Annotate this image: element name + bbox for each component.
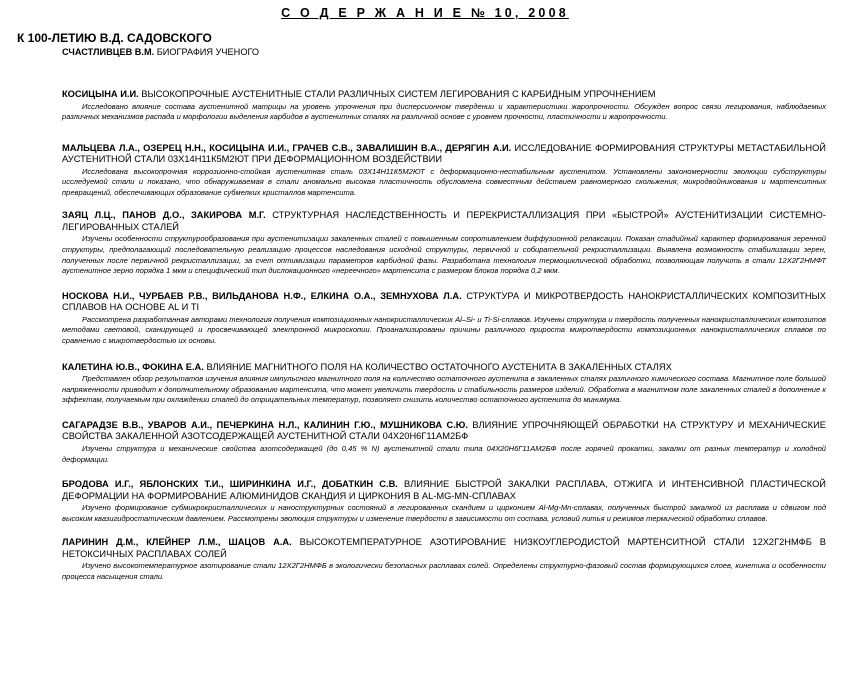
article-abstract: Изучено формирование субмикрокристаллических и наноструктурных состояний в легированных скандием и цирконием Al-Mg-Mn-сплавах, полученных быстрой закалкой из расплава и сдвигом под высоким квазигидростатическим давлением. Рассмотрены эволюция структуры и изменение твердости в зависимости от состава, условий литья и режимов термической обработки сплавов. (62, 503, 826, 523)
article-title: ВЛИЯНИЕ МАГНИТНОГО ПОЛЯ НА КОЛИЧЕСТВО ОСТАТОЧНОГО АУСТЕНИТА В ЗАКАЛЕННЫХ СТАЛЯХ (206, 361, 672, 372)
article-entry (62, 420, 826, 465)
article-abstract: Изучены структура и механические свойства азотсодержащей (до 0,45 % N) аустенитной стали типа 04Х20Н6Г11АМ2БФ после горячей прокатки, закалки от разных температур и холодной деформации. (62, 443, 826, 464)
article-title: ВЛИЯНИЕ УПРОЧНЯЮЩЕЙ ОБРАБОТКИ НА СТРУКТУРУ И МЕХАНИЧЕСКИЕ СВОЙСТВА ЗАКАЛЕННОЙ АЗОТСОДЕРЖАЩЕЙ АУСТЕНИТНОЙ СТАЛИ 04Х20Н6Г11АМ2БФ (62, 419, 826, 442)
article-entry (62, 143, 826, 199)
section-subentry (62, 47, 259, 57)
article-title: ИССЛЕДОВАНИЕ ФОРМИРОВАНИЯ СТРУКТУРЫ МЕТАСТАБИЛЬНОЙ АУСТЕНИТНОЙ СТАЛИ 03Х14Н11К5М2ЮТ ПРИ ДЕФОРМАЦИОННОМ ВОЗДЕЙСТВИИ (62, 142, 826, 165)
article-abstract: Изучено высокотемпературное азотирование стали 12Х2Г2НМФБ в экологически безопасных расплавах солей. Определены структурно-фазовый состав формирующихся слоев, кинетика и особенности процесса насыщения стали. (62, 561, 826, 581)
article-heading (62, 89, 826, 101)
article-authors: НОСКОВА Н.И., ЧУРБАЕВ Р.В., ВИЛЬДАНОВА Н.Ф., ЕЛКИНА О.А., ЗЕМНУХОВА Л.А. (62, 290, 462, 301)
article-authors: МАЛЬЦЕВА Л.А., ОЗЕРЕЦ Н.Н., КОСИЦЫНА И.И., ГРАЧЕВ С.В., ЗАВАЛИШИН В.А., ДЕРЯГИН А.И. (62, 142, 512, 153)
article-heading (62, 420, 826, 443)
article-entry (62, 210, 826, 276)
article-entry (62, 291, 826, 347)
article-list (62, 89, 826, 582)
article-abstract: Представлен обзор результатов изучения влияния импульсного магнитного поля на количество остаточного аустенита в закаленных сталях различного химического состава. Магнитное поле большой напряженности приводит к дополнительному образованию мартенсита, что может увеличить твердость и стабильность размеров изделий. Обработка в магнитном поле закаленных сталей в дополнение к эффектам, получаемым при охлаждении сталей до отрицательных температур, позволяет снизить количество остаточного аустенита до минимума. (62, 374, 826, 405)
contents-title: С О Д Е Р Ж А Н И Е № 10, 2008 (281, 6, 569, 20)
article-abstract: Изучены особенности структурообразования при аустенитизации закаленных сталей с повышенным сопротивлением диффузионной релаксации. Показан стадийный характер формирования зеренной структуры, предполагающий последовательную реализацию процессов наследования исходной структуры, первичной и собирательной рекристаллизации. Выявлена возможность стабилизации зерен, полученных после первичной рекристаллизации, за счет оптимизации параметров карбидной фазы. Разработана технология термоциклической обработки, позволяющая получить в стали 12Х2Г2НМФТ аустенитное зерно порядка 1 мкм и специфический тип дислокационного «нереечного» мартенсита с размером блоков порядка 0,2 мкм. (62, 234, 826, 276)
article-authors: КАЛЕТИНА Ю.В., ФОКИНА Е.А. (62, 361, 204, 372)
subentry-author: СЧАСТЛИВЦЕВ В.М. (62, 47, 155, 57)
article-abstract: Рассмотрена разработанная авторами технология получения композиционных нанокристаллических Al–Si- и Ti-Si-сплавов. Изучены структура и твердость полученных нанокристаллических композитов методами световой, сканирующей и просвечивающей электронной микроскопии. Проанализированы причины различного прироста микротвердости композиционных нанокристаллических сплавов по сравнению с микротвердостью их основы. (62, 314, 826, 346)
article-title: СТРУКТУРА И МИКРОТВЕРДОСТЬ НАНОКРИСТАЛЛИЧЕСКИХ КОМПОЗИТНЫХ СПЛАВОВ НА ОСНОВЕ AL И TI (62, 290, 826, 313)
article-title: ВЫСОКОТЕМПЕРАТУРНОЕ АЗОТИРОВАНИЕ НИЗКОУГЛЕРОДИСТОЙ МАРТЕНСИТНОЙ СТАЛИ 12Х2Г2НМФБ В НЕТОКСИЧНЫХ РАСПЛАВАХ СОЛЕЙ (62, 537, 826, 559)
article-entry (62, 362, 826, 406)
article-abstract: Исследовано влияние состава аустенитной матрицы на уровень упрочнения при дисперсионном твердении и характеристики жаропрочности. Обсужден вопрос связи легирования, наблюдаемых различных механизмов распада и морфологии выделения карбидов в аустенитных сталях на различной основе с уровнем прочности, пластичности и жаропрочности. (62, 101, 826, 122)
article-authors: БРОДОВА И.Г., ЯБЛОНСКИХ Т.И., ШИРИНКИНА И.Г., ДОБАТКИН С.В. (62, 479, 398, 490)
article-heading (62, 291, 826, 314)
article-title: ВЫСОКОПРОЧНЫЕ АУСТЕНИТНЫЕ СТАЛИ РАЗЛИЧНЫХ СИСТЕМ ЛЕГИРОВАНИЯ С КАРБИДНЫМ УПРОЧНЕНИЕМ (141, 89, 656, 99)
article-authors: САГАРАДЗЕ В.В., УВАРОВ А.И., ПЕЧЕРКИНА Н.Л., КАЛИНИН Г.Ю., МУШНИКОВА С.Ю. (62, 419, 468, 430)
article-entry (62, 479, 826, 524)
subentry-title: БИОГРАФИЯ УЧЕНОГО (156, 47, 260, 57)
article-heading (62, 362, 826, 374)
article-entry (62, 89, 826, 123)
article-heading (62, 143, 826, 166)
article-entry (62, 537, 826, 582)
article-heading (62, 210, 826, 233)
article-title: СТРУКТУРНАЯ НАСЛЕДСТВЕННОСТЬ И ПЕРЕКРИСТАЛЛИЗАЦИЯ ПРИ «БЫСТРОЙ» АУСТЕНИТИЗАЦИИ СИСТЕМНО-ЛЕГИРОВАННЫХ СТАЛЕЙ (62, 210, 826, 232)
article-title: ВЛИЯНИЕ БЫСТРОЙ ЗАКАЛКИ РАСПЛАВА, ОТЖИГА И ИНТЕНСИВНОЙ ПЛАСТИЧЕСКОЙ ДЕФОРМАЦИИ НА ФОРМИРОВАНИЕ АЛЮМИНИДОВ СКАНДИЯ И ЦИРКОНИЯ В AL-MG-MN-СПЛАВАХ (62, 479, 826, 501)
article-heading (62, 479, 826, 502)
article-abstract: Исследована высокопрочная коррозионно-стойкая аустенитная сталь 03Х14Н11К5М2ЮТ с деформационно-нестабильным аустенитом. Установлены закономерности эволюции субструктуры исследуемой стали и показано, что обнаруживаемая в стали аномально высокая пластичность обусловлена совместным действием равномерного скольжения, микродвойникования и мартенситных превращений, обеспечивающих образование субмелких кристаллов мартенсита. (62, 166, 826, 197)
article-heading (62, 537, 826, 560)
article-authors: КОСИЦЫНА И.И. (62, 89, 139, 99)
section-heading: К 100-ЛЕТИЮ В.Д. САДОВСКОГО (17, 31, 212, 45)
article-authors: ЛАРИНИН Д.М., КЛЕЙНЕР Л.М., ШАЦОВ А.А. (62, 537, 292, 548)
article-authors: ЗАЯЦ Л.Ц., ПАНОВ Д.О., ЗАКИРОВА М.Г. (62, 210, 266, 221)
